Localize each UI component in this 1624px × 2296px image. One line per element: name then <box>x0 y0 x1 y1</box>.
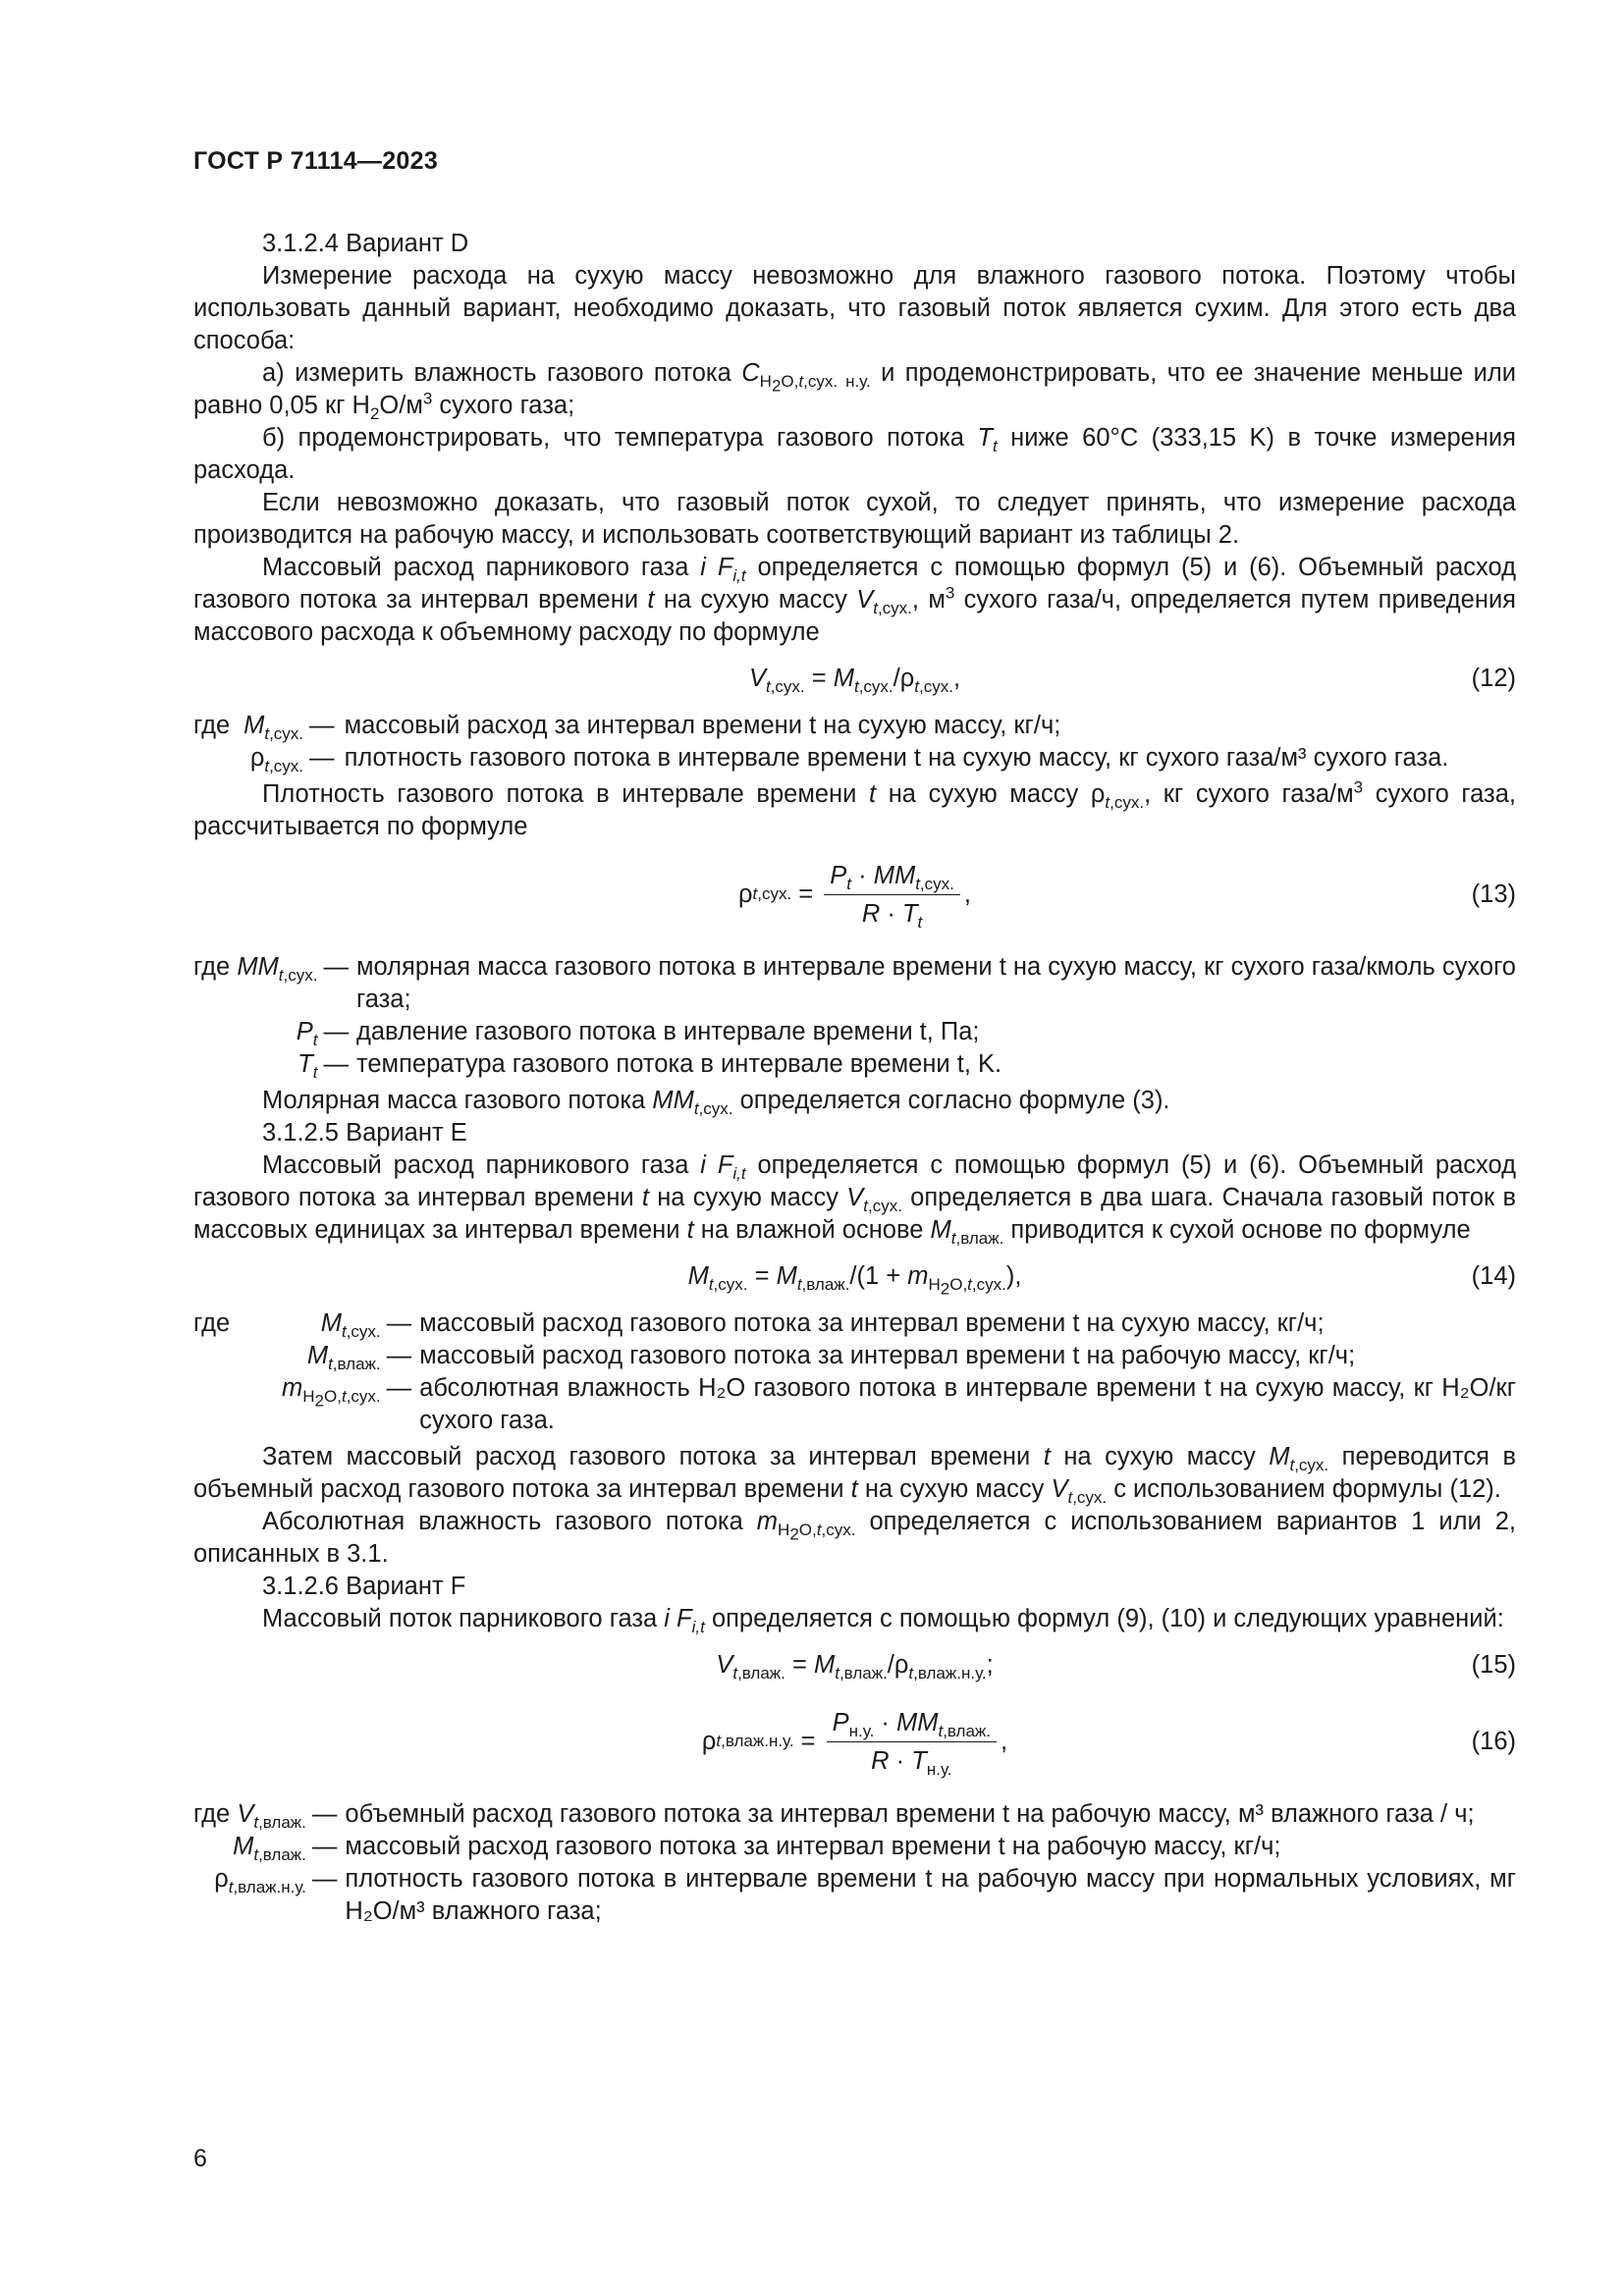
dash: — <box>323 1018 349 1045</box>
definition-row <box>193 742 1516 774</box>
dash: — <box>311 1833 338 1860</box>
dash: — <box>311 1800 338 1828</box>
where-label: где <box>193 712 231 739</box>
document-body <box>193 228 1516 1932</box>
definition-text: давление газового потока в интервале времени t, Па; <box>355 1018 980 1045</box>
definition-row <box>193 710 1516 742</box>
symbol: $\rho_{t,сух.}$ <box>249 744 304 776</box>
definition-text: массовый расход газового потока за интервал времени t на рабочую массу, кг/ч; <box>419 1342 1356 1369</box>
paragraph: Затем массовый расход газового потока за интервал времени t на сухую массу $M_{t,сух.}$ переводится в объемный расход газового потока за интервал времени t на сухую массу $V_{t,сух.}$ с использованием формулы (12). <box>193 1443 1517 1508</box>
dash: — <box>323 953 349 981</box>
paragraph: Измерение расхода на сухую массу невозможно для влажного газового потока. Поэтому чтобы использовать данный вариант, необходимо доказать, что газовый поток является сухим. Для этого есть два способа: <box>193 262 1516 354</box>
formula-14 <box>193 1255 1516 1298</box>
paragraph: Если невозможно доказать, что газовый поток сухой, то следует принять, что измерение расхода производится на рабочую массу, и использовать соответствующий вариант из таблицы 2. <box>193 489 1516 549</box>
definition-row <box>193 1340 1516 1372</box>
dash: — <box>311 1865 338 1893</box>
definitions-table <box>193 1308 1516 1437</box>
formula-expression: $V_{t,влаж.} = M_{t,влаж.}/\rho_{t,влаж.н.у.}$; <box>716 1651 994 1683</box>
formula-expression: ρ t,влаж.н.у. = $\frac{P_{н.у.} \cdot MM_{t,влаж.}}{R \cdot T_{н.у.}}$ , <box>193 1696 1516 1787</box>
formula-number: (14) <box>1471 1262 1516 1290</box>
paragraph: Абсолютная влажность газового потока $m_{H_2O,t,сух.}$ определяется с использованием вариантов 1 или 2, описанных в 3.1. <box>193 1508 1516 1568</box>
formula-number: (12) <box>1471 665 1516 692</box>
document-header: ГОСТ Р 71114—2023 <box>193 147 439 175</box>
formula-expression: $M_{t,сух.} = M_{t,влаж.}/(1 + m_{H_2O,t,сух.})$, <box>687 1262 1022 1299</box>
formula-expression: ρ t,сух. = $\frac{P_t \cdot MM_{t,сух.}}{R \cdot T_t}$ , <box>193 849 1516 939</box>
formula-12 <box>193 657 1516 700</box>
dash: — <box>386 1309 412 1337</box>
symbol: $P_t$ <box>296 1018 318 1050</box>
dash: — <box>386 1374 412 1402</box>
symbol: $M_{t,влаж.}$ <box>233 1833 306 1865</box>
paragraph-option-a: а) измерить влажность газового потока $C_{H_2O,t,сух. н.у.}$ и продемонстрировать, что ее значение меньше или равно 0,05 кг $H_2O/м^3$ сухого газа; <box>193 359 1516 424</box>
symbol: $\rho_{t,влаж.н.у.}$ <box>214 1865 306 1897</box>
definition-row <box>193 1048 1516 1081</box>
dash: — <box>309 744 335 772</box>
definition-text: молярная масса газового потока в интервале времени t на сухую массу, кг сухого газа/кмоль сухого газа; <box>355 953 1516 1013</box>
definition-row <box>193 1308 1516 1340</box>
paragraph: Массовый расход парникового газа i $F_{i,t}$ определяется с помощью формул (5) и (6). Объемный расход газового потока за интервал времени t на сухую массу $V_{t,сух.}$, $м^3$ сухого газа/ч, определяется путем приведения массового расхода к объемному расходу по формуле <box>193 554 1517 646</box>
paragraph: Массовый поток парникового газа i $F_{i,t}$ определяется с помощью формул (9), (10) и следующих уравнений: <box>262 1605 1504 1637</box>
section-heading-variant-e: 3.1.2.5 Вариант E <box>262 1119 467 1147</box>
definition-text: плотность газового потока в интервале времени t на сухую массу, кг сухого газа/м³ сухого газа. <box>344 744 1449 772</box>
definition-text: абсолютная влажность H₂O газового потока в интервале времени t на сухую массу, кг H₂O/кг сухого газа. <box>419 1374 1516 1434</box>
definition-row <box>193 1016 1516 1048</box>
dash: — <box>386 1342 412 1369</box>
section-heading-variant-d: 3.1.2.4 Вариант D <box>262 230 469 257</box>
formula-number: (15) <box>1471 1651 1516 1679</box>
definition-text: массовый расход газового потока за интервал времени t на рабочую массу, кг/ч; <box>345 1833 1281 1860</box>
where-label: где $V_{t,влаж.}$ <box>193 1800 306 1833</box>
symbol: $T_t$ <box>298 1050 318 1083</box>
dash: — <box>309 712 335 739</box>
symbol: $MM_{t,сух.}$ <box>237 953 318 986</box>
symbol: $M_{t,сух.}$ <box>244 712 304 744</box>
definition-text: массовый расход за интервал времени t на сухую массу, кг/ч; <box>344 712 1061 739</box>
dash: — <box>323 1050 349 1078</box>
section-heading-variant-f: 3.1.2.6 Вариант F <box>262 1573 466 1600</box>
definitions-table <box>193 710 1516 774</box>
definition-text: температура газового потока в интервале времени t, K. <box>355 1050 1002 1078</box>
where-label: где <box>193 953 231 981</box>
paragraph-option-b: б) продемонстрировать, что температура газового потока $T_t$ ниже 60°C (333,15 K) в точке измерения расхода. <box>193 424 1516 484</box>
paragraph: Плотность газового потока в интервале времени t на сухую массу $\rho_{t,сух.}$, кг сухого газа/$м^3$ сухого газа, рассчитывается по формуле <box>193 777 1516 840</box>
definition-row <box>193 1372 1516 1437</box>
symbol: $m_{H_2O,t,сух.}$ <box>282 1374 381 1411</box>
formula-15 <box>193 1643 1516 1686</box>
paragraph: Массовый расход парникового газа i $F_{i,t}$ определяется с помощью формул (5) и (6). Объемный расход газового потока за интервал времени t на сухую массу $V_{t,сух.}$ определяется в два шага. Сначала газовый поток в массовых единицах за интервал времени t на влажной основе $M_{t,влаж.}$ приводится к сухой основе по формуле <box>193 1151 1517 1249</box>
symbol: $M_{t,влаж.}$ <box>306 1342 381 1374</box>
definitions-table <box>193 951 1516 1081</box>
definition-text: массовый расход газового потока за интервал времени t на сухую массу, кг/ч; <box>419 1309 1325 1337</box>
definition-row <box>193 951 1516 1016</box>
page-number: 6 <box>193 2145 207 2172</box>
where-label: где <box>193 1309 231 1337</box>
formula-number: (13) <box>1471 881 1516 908</box>
definition-row <box>193 1831 1516 1863</box>
definition-text: объемный расход газового потока за интервал времени t на рабочую массу, м³ влажного газа / ч; <box>345 1800 1475 1828</box>
definition-row <box>193 1798 1516 1831</box>
symbol: $M_{t,сух.}$ <box>320 1309 381 1342</box>
paragraph: Молярная масса газового потока $MM_{t,сух.}$ определяется согласно формуле (3). <box>262 1087 1170 1119</box>
definition-row <box>193 1863 1516 1928</box>
definitions-table <box>193 1798 1516 1928</box>
formula-number: (16) <box>1471 1728 1516 1755</box>
definition-text: плотность газового потока в интервале времени t на рабочую массу при нормальных условиях, мг H₂O/м³ влажного газа; <box>345 1865 1516 1925</box>
formula-16 <box>193 1696 1516 1787</box>
formula-expression: $V_{t,сух.} = M_{t,сух.}/\rho_{t,сух.}$, <box>748 665 961 697</box>
formula-13 <box>193 849 1516 939</box>
